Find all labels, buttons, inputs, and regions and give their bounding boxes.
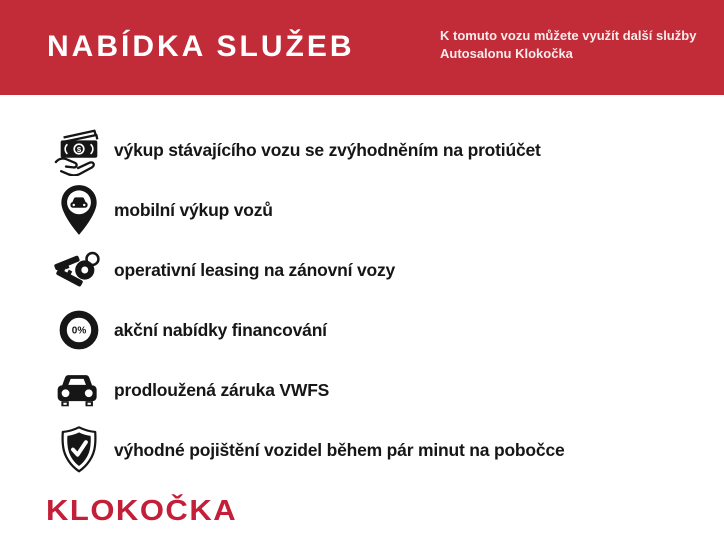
service-label: prodloužená záruka VWFS [114,379,330,400]
list-item [0,300,724,360]
service-label: operativní leasing na zánovní vozy [114,259,396,280]
service-label: mobilní výkup vozů [114,199,273,220]
dollar-glyph: $ [76,145,82,155]
car-keys-icon [48,245,110,295]
zero-percent-label: 0% [71,325,87,337]
klokocka-logo: KLOKOČKA [46,494,238,527]
list-item [0,180,724,240]
cash-in-hand-icon [48,124,110,176]
header-subtitle: K tomuto vozu můžete využít další služby Autosalonu Klokočka [440,28,697,62]
shield-check-icon [48,425,110,475]
list-item [0,240,724,300]
service-label: výhodné pojištění vozidel během pár minut na pobočce [114,439,565,460]
car-location-pin-icon [48,183,110,237]
list-item [0,420,724,480]
header-band [0,0,724,95]
page-title: NABÍDKA SLUŽEB [47,30,355,63]
zero-percent-icon [48,308,110,352]
list-item [0,120,724,180]
services-list [0,120,724,480]
list-item [0,360,724,420]
car-front-icon [48,370,110,411]
service-label: akční nabídky financování [114,319,327,340]
service-label: výkup stávajícího vozu se zvýhodněním na protiúčet [114,139,541,160]
